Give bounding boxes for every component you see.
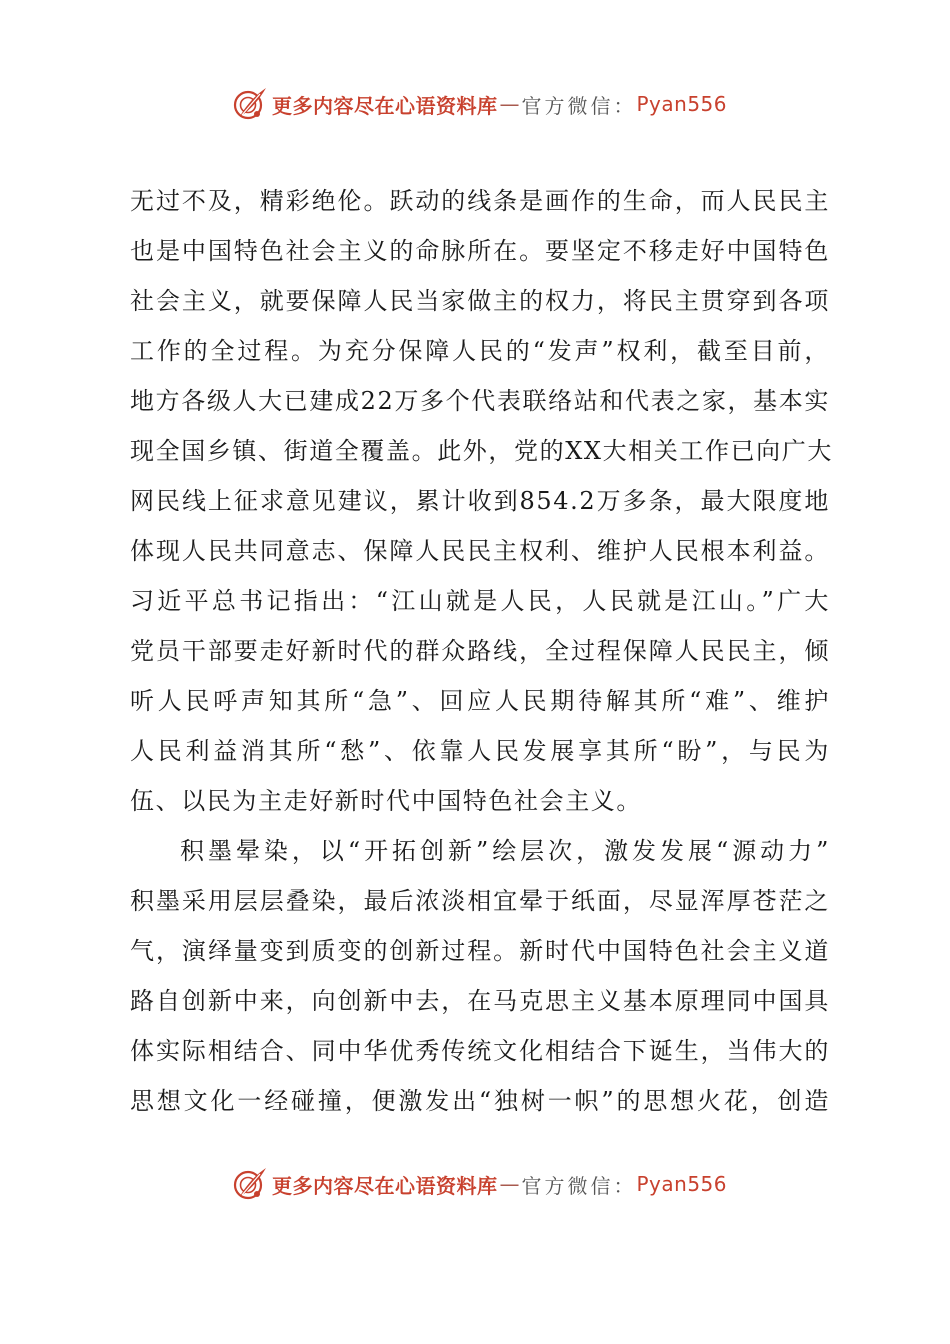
watermark-dash: — xyxy=(499,1172,520,1196)
watermark-wechat-label: 官方微信： xyxy=(521,1173,637,1198)
text-line: 路自创新中来，向创新中去，在马克思主义基本原理同中国具 xyxy=(130,987,830,1015)
text-line: 思想文化一经碰撞，便激发出“独树一帜”的思想火花，创造 xyxy=(130,1087,830,1115)
text-line: 工作的全过程。为充分保障人民的“发声”权利，截至目前， xyxy=(130,337,830,365)
text-line: 积墨采用层层叠染，最后浓淡相宜晕于纸面，尽显浑厚苍茫之 xyxy=(130,887,830,915)
quill-pen-logo-icon xyxy=(230,84,270,124)
watermark-dash: — xyxy=(499,92,520,116)
text-line: 人民利益消其所“愁”、依靠人民发展享其所“盼”，与民为 xyxy=(130,737,830,765)
watermark-wechat-id: Pyan556 xyxy=(636,92,728,116)
quill-pen-logo-icon xyxy=(230,1164,270,1204)
paragraph-first-line: 积墨晕染，以“开拓创新”绘层次，激发发展“源动力” xyxy=(180,837,830,865)
text-line: 网民线上征求意见建议，累计收到854.2万多条，最大限度地 xyxy=(130,487,830,515)
text-line: 习近平总书记指出：“江山就是人民，人民就是江山。”广大 xyxy=(130,587,830,615)
text-line: 现全国乡镇、街道全覆盖。此外，党的XX大相关工作已向广大 xyxy=(130,437,833,465)
header-watermark-banner xyxy=(230,82,727,126)
watermark-wechat-id: Pyan556 xyxy=(636,1172,728,1196)
text-line: 听人民呼声知其所“急”、回应人民期待解其所“难”、维护 xyxy=(130,687,830,715)
text-line: 体现人民共同意志、保障人民民主权利、维护人民根本利益。 xyxy=(130,537,830,565)
footer-watermark-banner xyxy=(230,1162,727,1206)
text-line: 无过不及，精彩绝伦。跃动的线条是画作的生命，而人民民主 xyxy=(130,187,830,215)
text-line: 地方各级人大已建成22万多个代表联络站和代表之家，基本实 xyxy=(130,387,830,415)
text-line: 也是中国特色社会主义的命脉所在。要坚定不移走好中国特色 xyxy=(130,237,830,265)
text-line: 体实际相结合、同中华优秀传统文化相结合下诞生，当伟大的 xyxy=(130,1037,830,1065)
watermark-wechat-label: 官方微信： xyxy=(521,93,637,118)
text-line: 党员干部要走好新时代的群众路线，全过程保障人民民主，倾 xyxy=(130,637,830,665)
text-line: 气，演绎量变到质变的创新过程。新时代中国特色社会主义道 xyxy=(130,937,830,965)
paragraph-end-line: 伍、以民为主走好新时代中国特色社会主义。 xyxy=(130,787,642,815)
watermark-brand-text: 更多内容尽在心语资料库 xyxy=(272,93,498,118)
watermark-brand-text: 更多内容尽在心语资料库 xyxy=(272,1173,498,1198)
text-line: 社会主义，就要保障人民当家做主的权力，将民主贯穿到各项 xyxy=(130,287,830,315)
document-body xyxy=(130,176,833,1126)
